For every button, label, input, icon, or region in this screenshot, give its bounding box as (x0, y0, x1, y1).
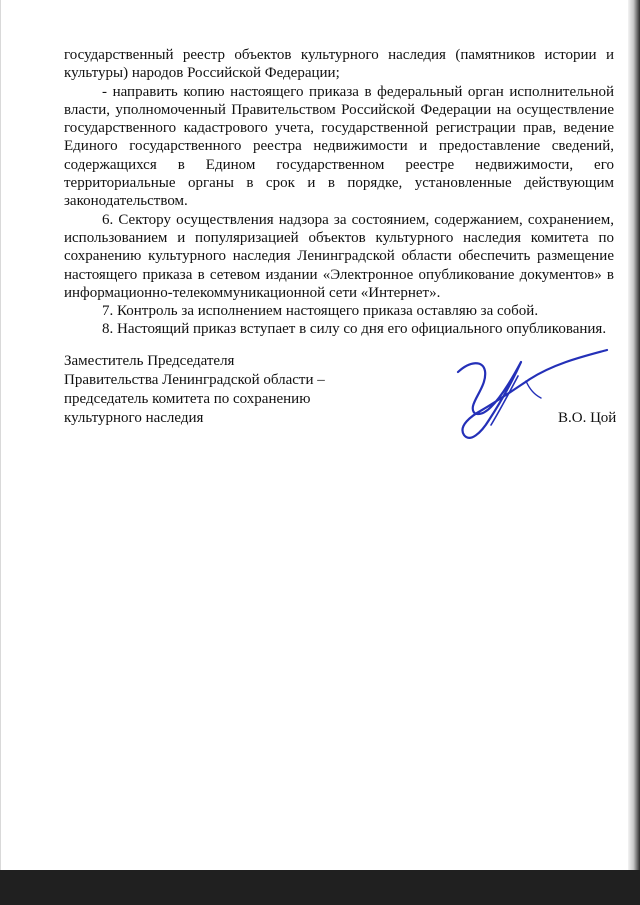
paragraph-1: государственный реестр объектов культурного наследия (памятников истории и культуры) народов Российской Федерации; (64, 47, 614, 82)
paragraph-2: - направить копию настоящего приказа в федеральный орган исполнительной власти, уполномоченный Правительством Российской Федерации на осуществление государственного кадастрового учета, государственной регистрации прав, ведение Единого государственного реестра недвижимости и предоставление сведений, содержащихся в Едином государственном реестре недвижимости, его территориальные органы в срок и в порядке, установленные действующим законодательством. (64, 83, 614, 210)
signature-stroke-tail (526, 381, 541, 398)
signature-icon (442, 337, 612, 455)
paragraph-3: 6. Сектору осуществления надзора за состоянием, содержанием, сохранением, использованием и популяризацией объектов культурного наследия комитета по сохранению культурного наследия Ленинградской области обеспечить размещение настоящего приказа в сетевом издании «Электронное опубликование документов» в информационно-телекоммуникационной сети «Интернет». (64, 211, 614, 301)
bottom-background-strip (0, 870, 640, 905)
signer-name: В.О. Цой (558, 410, 617, 426)
paragraph-4: 7. Контроль за исполнением настоящего приказа оставляю за собой. (102, 303, 539, 320)
signer-title: Заместитель Председателя Правительства Ленинградской области – председатель комитета по сохранению культурного наследия (64, 353, 325, 426)
signature-block (64, 352, 624, 472)
signature-stroke-cross (491, 376, 518, 425)
paragraph-5: 8. Настоящий приказ вступает в силу со дня его официального опубликования. (102, 321, 607, 338)
document-body (64, 46, 614, 339)
page-edge-shadow (628, 0, 640, 870)
